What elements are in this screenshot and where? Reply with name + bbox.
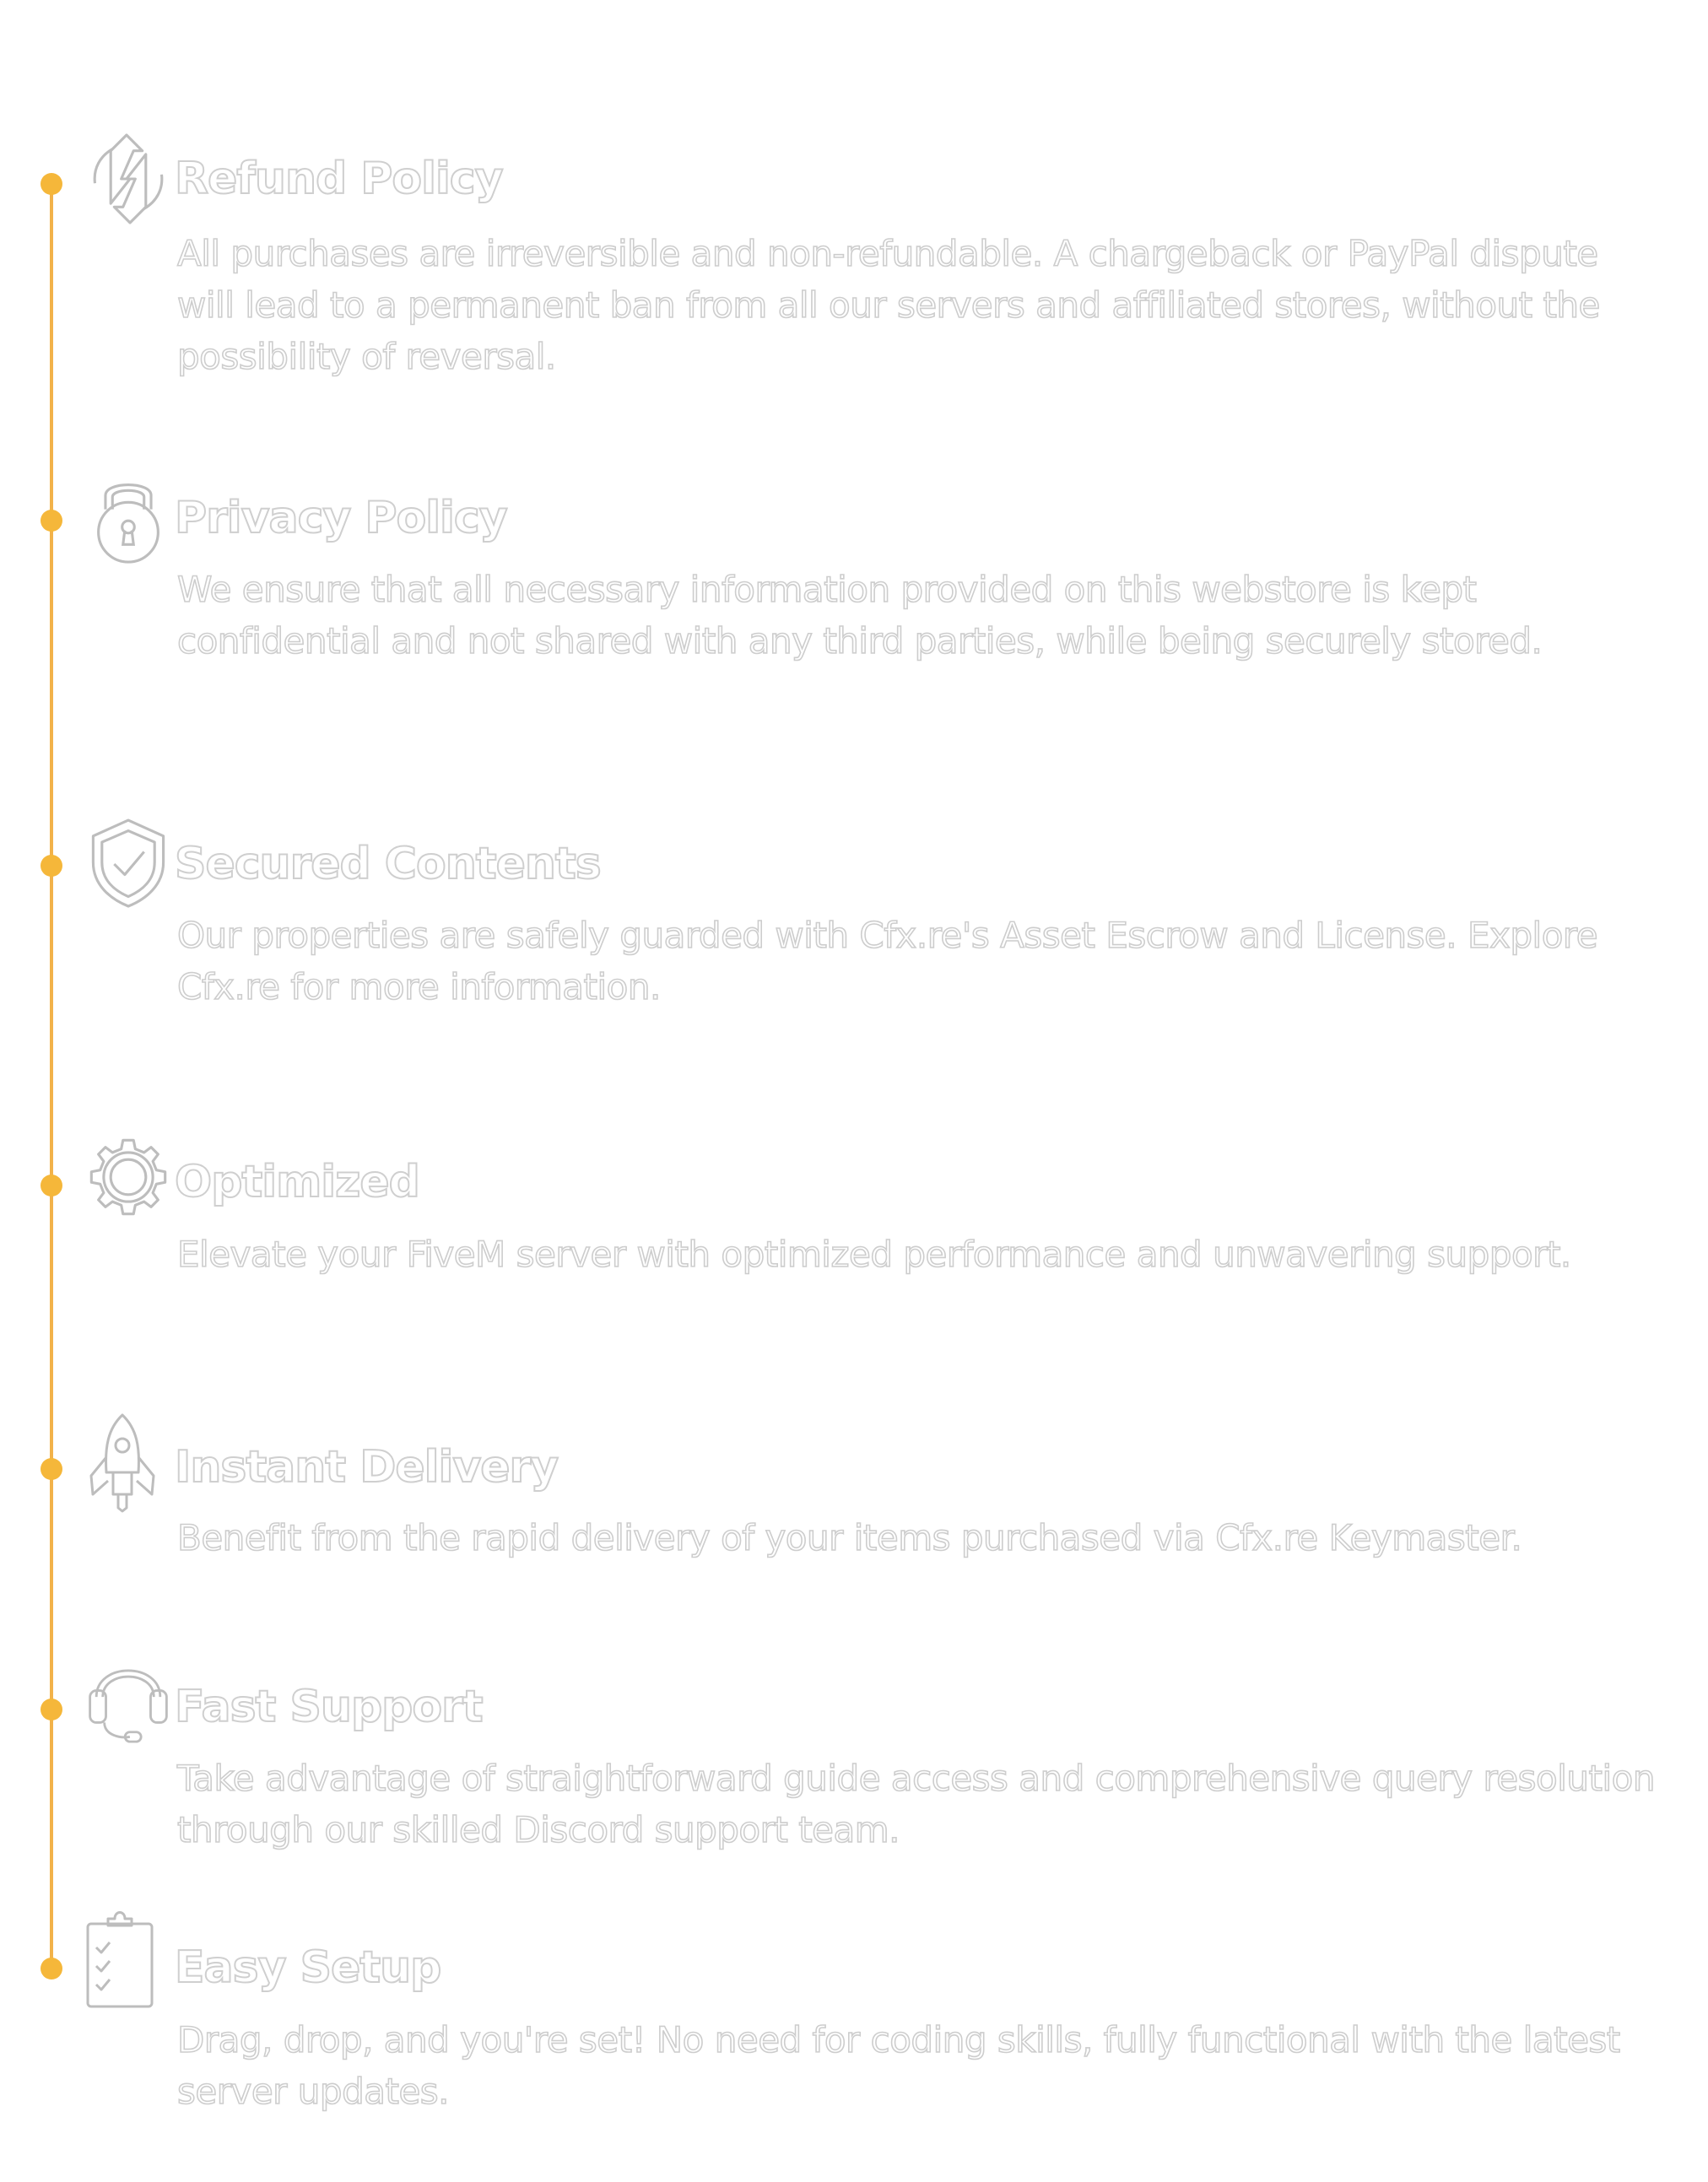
- padlock-icon: [84, 473, 172, 560]
- timeline-dot: [41, 1175, 62, 1196]
- rocket-icon: [84, 1413, 160, 1515]
- timeline-dot: [41, 510, 62, 532]
- timeline-dot: [41, 1699, 62, 1720]
- item-description: Benefit from the rapid delivery of your items purchased via Cfx.re Keymaster.: [177, 1517, 1522, 1558]
- item-title: Secured Contents: [175, 839, 601, 889]
- item-title: Privacy Policy: [175, 493, 507, 543]
- refund-arrows-icon: [84, 135, 172, 223]
- shield-check-icon: [84, 818, 172, 906]
- item-description: All purchases are irreversible and non-refundable. A chargeback or PayPal dispute will lead to a permanent ban from all our servers and affiliated stores, without the possibility of reversal.: [177, 233, 1600, 377]
- headset-icon: [84, 1655, 172, 1743]
- timeline-dot: [41, 855, 62, 877]
- timeline-dot: [41, 1458, 62, 1480]
- gear-icon: [84, 1133, 172, 1221]
- item-description: Our properties are safely guarded with Cfx.re's Asset Escrow and License. Explore Cfx.re for more information.: [177, 915, 1598, 1007]
- timeline-dot: [41, 1958, 62, 1979]
- item-description: We ensure that all necessary information provided on this webstore is kept confidential and not shared with any third parties, while being securely stored.: [177, 569, 1543, 662]
- item-title: Refund Policy: [175, 154, 503, 204]
- item-title: Fast Support: [175, 1682, 483, 1732]
- item-title: Optimized: [175, 1157, 419, 1207]
- item-description: Drag, drop, and you're set! No need for coding skills, fully functional with the latest server updates.: [177, 2019, 1620, 2112]
- item-description: Take advantage of straightforward guide access and comprehensive query resolution through our skilled Discord support team.: [177, 1758, 1655, 1850]
- timeline-dot: [41, 173, 62, 195]
- item-title: Easy Setup: [175, 1942, 441, 1993]
- item-title: Instant Delivery: [175, 1442, 559, 1493]
- item-description: Elevate your FiveM server with optimized performance and unwavering support.: [177, 1234, 1571, 1275]
- clipboard-checklist-icon: [84, 1909, 155, 2010]
